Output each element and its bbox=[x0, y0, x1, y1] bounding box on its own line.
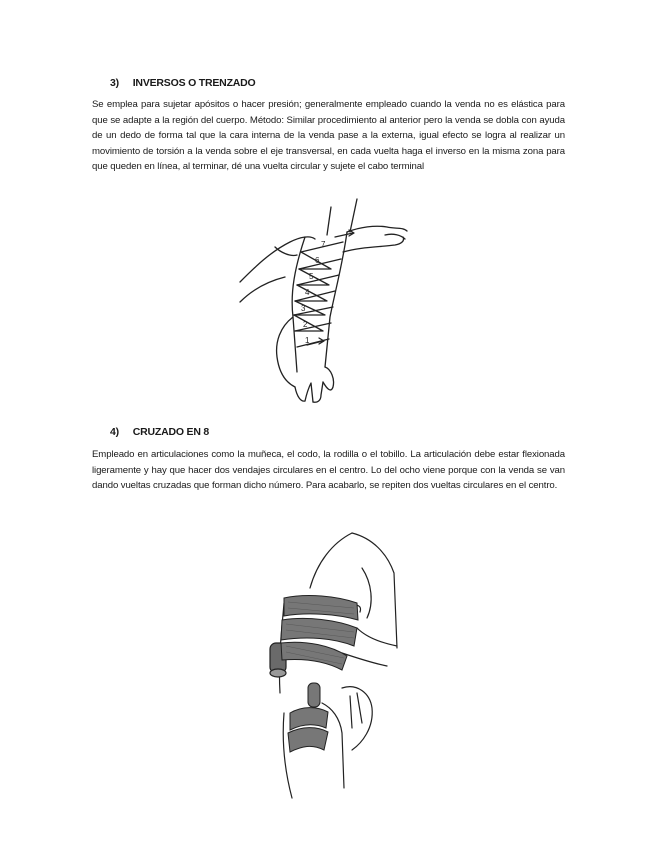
figure-label-1: 1 bbox=[305, 336, 310, 345]
section-3-heading bbox=[110, 77, 256, 89]
inverted-bandage-figure bbox=[235, 197, 425, 407]
section-3-paragraph: Se emplea para sujetar apósitos o hacer presión; generalmente empleado cuando la venda no es elástica para que se adapte a la región del cuerpo. Método: Similar procedimiento al anterior pero la venda se dobla con ayuda de un dedo de forma tal que la cara interna de la venda pase a la externa, igual efecto se logra al realizar un movimiento de torsión a la venda sobre el eje transversal, en cada vuelta haga el inverso en la misma zona para que queden en línea, al terminar, dé una vuelta circular y sujete el cabo terminal bbox=[92, 99, 565, 173]
figure-label-7: 7 bbox=[321, 240, 326, 249]
figure-label-3: 3 bbox=[301, 304, 306, 313]
figure-eight-bandage-figure bbox=[262, 528, 402, 810]
figure-label-5: 5 bbox=[309, 272, 314, 281]
figure-label-2: 2 bbox=[303, 320, 308, 329]
section-3-number: 3) bbox=[110, 77, 119, 89]
section-4-heading bbox=[110, 426, 209, 438]
figure-label-6: 6 bbox=[315, 256, 320, 265]
section-3-title: INVERSOS O TRENZADO bbox=[132, 77, 256, 89]
figure-label-4: 4 bbox=[305, 288, 310, 297]
section-4-number: 4) bbox=[110, 426, 119, 438]
section-4-title: CRUZADO EN 8 bbox=[132, 426, 210, 438]
section-4-paragraph: Empleado en articulaciones como la muñeca, el codo, la rodilla o el tobillo. La articulación debe estar flexionada ligeramente y hay que hacer dos vendajes circulares en el centro. Lo del ocho viene porque con la venda se van dando vueltas cruzadas que forman dicho número. Para acabarlo, se repiten dos vueltas circulares en el centro. bbox=[92, 449, 565, 492]
